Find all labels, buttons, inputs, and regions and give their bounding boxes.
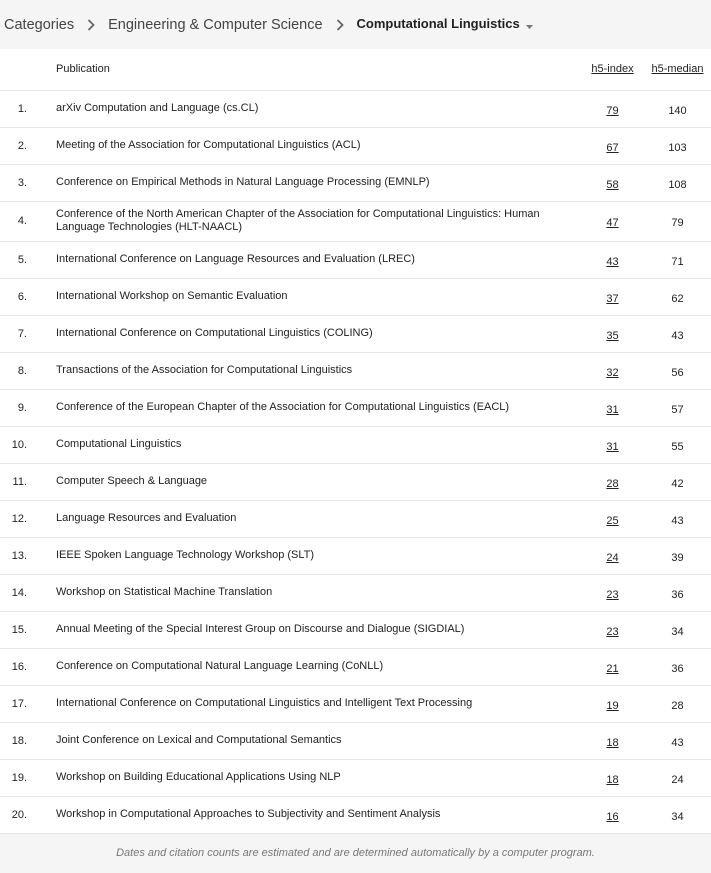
rank-cell: 6. (17, 290, 27, 303)
h5-index-link[interactable]: 18 (606, 736, 619, 749)
publication-name: International Conference on Computational Linguistics (COLING) (56, 327, 373, 339)
rank-cell: 3. (17, 176, 27, 189)
table-row (0, 90, 711, 127)
publication-name: Meeting of the Association for Computational Linguistics (ACL) (56, 139, 361, 151)
table-row (0, 574, 711, 611)
rank-cell: 12. (11, 512, 27, 525)
h5-index-link[interactable]: 47 (606, 217, 619, 229)
rank-cell: 7. (17, 327, 27, 340)
rank-cell: 10. (11, 438, 27, 451)
h5-median-cell: 24 (671, 773, 684, 786)
table-row (0, 796, 711, 833)
publication-name: Computational Linguistics (56, 438, 182, 450)
h5-median-cell: 34 (671, 625, 684, 638)
breadcrumb-engineering-link[interactable]: Engineering & Computer Science (108, 16, 323, 33)
breadcrumb (0, 0, 711, 49)
table-row (0, 352, 711, 389)
breadcrumb-current-label: Computational Linguistics (356, 16, 520, 32)
footer-note: Dates and citation counts are estimated and are determined automatically by a computer program. (116, 847, 595, 859)
table-row (0, 278, 711, 315)
h5-index-cell (581, 389, 644, 426)
table-row (0, 685, 711, 722)
h5-median-cell: 62 (671, 292, 684, 305)
table-row (0, 463, 711, 500)
h5-index-link[interactable]: 31 (606, 440, 619, 453)
h5-index-cell (581, 648, 644, 685)
h5-median-cell: 28 (671, 699, 684, 712)
table-row (0, 648, 711, 685)
table-row (0, 127, 711, 164)
publication-name: Workshop in Computational Approaches to Subjectivity and Sentiment Analysis (56, 808, 441, 820)
publication-name: Computer Speech & Language (56, 475, 208, 487)
h5-index-sort-link[interactable]: h5-index (591, 63, 634, 76)
h5-index-cell (581, 127, 644, 164)
breadcrumb-current-dropdown[interactable] (357, 16, 533, 32)
h5-index-link[interactable]: 67 (606, 141, 619, 154)
h5-index-cell (581, 574, 644, 611)
h5-median-cell: 71 (671, 255, 684, 268)
publication-name: Conference of the European Chapter of the Association for Computational Linguistics (EACL) (56, 401, 510, 413)
h5-index-cell (581, 90, 644, 127)
publication-name: Workshop on Building Educational Applications Using NLP (56, 771, 341, 783)
footer (0, 834, 711, 873)
h5-median-cell: 34 (671, 810, 684, 823)
rank-cell: 18. (11, 734, 27, 747)
h5-index-header (581, 49, 644, 90)
h5-index-link[interactable]: 23 (606, 588, 619, 601)
h5-median-cell: 39 (671, 551, 684, 564)
rank-cell: 17. (11, 697, 27, 710)
h5-median-cell: 43 (671, 329, 684, 342)
h5-index-link[interactable]: 37 (606, 292, 619, 305)
table-row (0, 241, 711, 278)
h5-index-link[interactable]: 32 (606, 366, 619, 379)
table-row (0, 611, 711, 648)
rank-header (0, 49, 56, 90)
h5-index-cell (581, 759, 644, 796)
h5-median-cell: 42 (671, 477, 684, 490)
h5-index-cell (581, 241, 644, 278)
h5-index-cell (581, 500, 644, 537)
h5-median-cell: 36 (671, 662, 684, 675)
h5-median-cell: 56 (671, 366, 684, 379)
breadcrumb-categories-link[interactable]: Categories (4, 16, 75, 33)
table-row (0, 315, 711, 352)
rank-cell: 11. (12, 475, 27, 488)
chevron-right-icon (323, 16, 357, 33)
publication-name: Joint Conference on Lexical and Computational Semantics (56, 734, 342, 746)
h5-index-cell (581, 463, 644, 500)
table-row (0, 537, 711, 574)
h5-index-cell (581, 722, 644, 759)
h5-index-link[interactable]: 23 (606, 625, 619, 638)
table-row (0, 201, 711, 241)
h5-median-sort-link[interactable]: h5-median (651, 63, 704, 76)
publication-name: Language Resources and Evaluation (56, 512, 237, 524)
table-row (0, 759, 711, 796)
h5-median-cell: 55 (671, 440, 684, 453)
h5-index-link[interactable]: 18 (606, 773, 619, 786)
h5-index-cell (581, 201, 644, 241)
rank-cell: 9. (17, 401, 27, 414)
rank-cell: 14. (11, 586, 27, 599)
rank-cell: 1. (17, 102, 27, 115)
publication-name: International Workshop on Semantic Evaluation (56, 290, 288, 302)
publication-name: Annual Meeting of the Special Interest Group on Discourse and Dialogue (SIGDIAL) (56, 623, 465, 635)
h5-index-link[interactable]: 21 (606, 662, 619, 675)
h5-median-cell: 140 (668, 104, 687, 117)
chevron-right-icon (74, 16, 108, 33)
rank-cell: 8. (17, 364, 27, 377)
rank-cell: 4. (17, 215, 27, 227)
publication-header: Publication (56, 63, 110, 76)
h5-index-cell (581, 352, 644, 389)
h5-index-link[interactable]: 31 (606, 403, 619, 416)
publication-name: IEEE Spoken Language Technology Workshop (SLT) (56, 549, 315, 561)
table-row (0, 389, 711, 426)
h5-index-link[interactable]: 35 (606, 329, 619, 342)
rank-cell: 2. (17, 139, 27, 152)
rank-cell: 19. (11, 771, 27, 784)
h5-index-link[interactable]: 24 (606, 551, 619, 564)
publications-table (0, 49, 711, 834)
h5-index-link[interactable]: 25 (606, 514, 619, 527)
h5-median-cell: 79 (671, 217, 684, 229)
h5-index-link[interactable]: 19 (606, 699, 619, 712)
h5-index-link[interactable]: 79 (606, 104, 619, 117)
publication-name: International Conference on Language Resources and Evaluation (LREC) (56, 253, 415, 265)
h5-index-cell (581, 685, 644, 722)
h5-median-cell: 36 (671, 588, 684, 601)
h5-median-header (644, 49, 711, 90)
h5-index-link[interactable]: 43 (606, 255, 619, 268)
h5-median-cell: 57 (671, 403, 684, 416)
table-header-row (0, 49, 711, 90)
h5-index-link[interactable]: 58 (606, 178, 619, 191)
h5-index-cell (581, 164, 644, 201)
table-row (0, 426, 711, 463)
h5-index-cell (581, 796, 644, 833)
h5-index-cell (581, 537, 644, 574)
rank-cell: 20. (11, 808, 27, 821)
publication-name: Workshop on Statistical Machine Translation (56, 586, 273, 598)
h5-median-cell: 43 (671, 514, 684, 527)
publication-name: Conference on Computational Natural Language Learning (CoNLL) (56, 660, 384, 672)
publication-name: International Conference on Computational Linguistics and Intelligent Text Processing (56, 697, 473, 709)
h5-index-link[interactable]: 28 (606, 477, 619, 490)
publication-name: Conference of the North American Chapter of the Association for Computational Linguistics: Human Language Technologies (HLT-NAACL) (56, 208, 540, 233)
publication-name: arXiv Computation and Language (cs.CL) (56, 102, 259, 114)
h5-median-cell: 43 (671, 736, 684, 749)
caret-down-icon (526, 17, 533, 33)
publication-name: Conference on Empirical Methods in Natural Language Processing (EMNLP) (56, 176, 430, 188)
h5-index-cell (581, 278, 644, 315)
h5-median-cell: 103 (668, 141, 687, 154)
h5-index-link[interactable]: 16 (606, 810, 619, 823)
h5-index-cell (581, 315, 644, 352)
h5-index-cell (581, 611, 644, 648)
rank-cell: 5. (17, 253, 27, 266)
table-row (0, 500, 711, 537)
h5-index-cell (581, 426, 644, 463)
rank-cell: 15. (11, 623, 27, 636)
table-row (0, 722, 711, 759)
rank-cell: 13. (11, 549, 27, 562)
table-row (0, 164, 711, 201)
h5-median-cell: 108 (668, 178, 687, 191)
publication-name: Transactions of the Association for Computational Linguistics (56, 364, 353, 376)
rank-cell: 16. (11, 660, 27, 673)
